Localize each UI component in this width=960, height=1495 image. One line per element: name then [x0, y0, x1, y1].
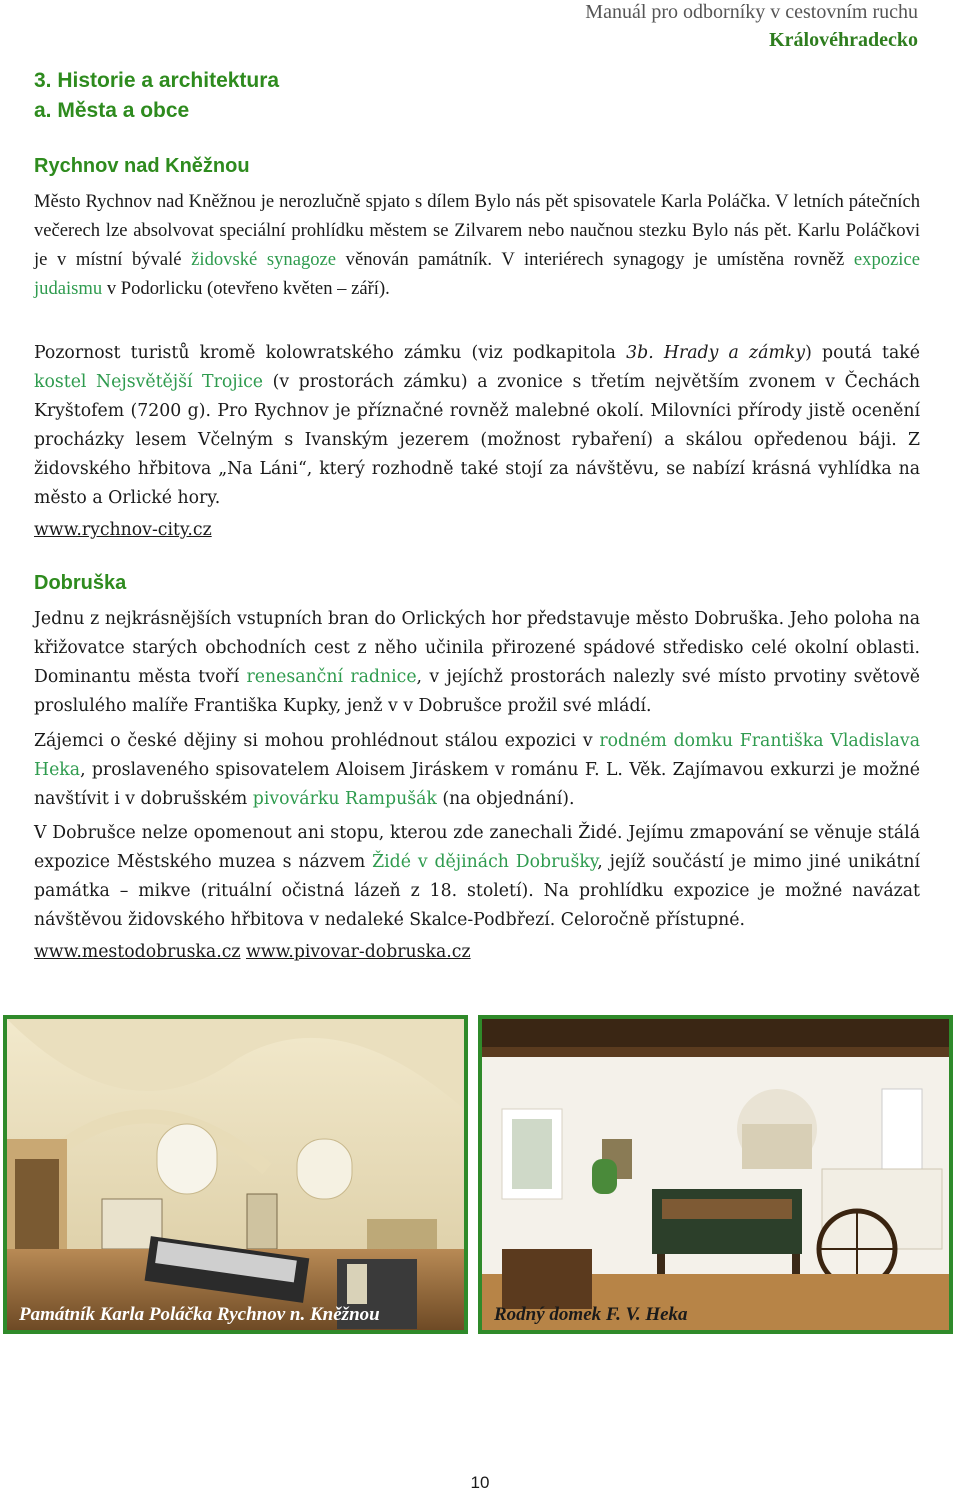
link-kostel[interactable]: kostel Nejsvětější Trojice [34, 372, 264, 392]
link-synagoga[interactable]: židovské synagoze [191, 249, 337, 270]
photo-rodny-domek-image [482, 1019, 949, 1330]
section-title: 3. Historie a architektura [34, 69, 280, 92]
rychnov-paragraph-2: Pozornost turistů kromě kolowratského zámku (viz podkapitola 3b. Hrady a zámky) poutá také kostel Nejsvětější Trojice (v prostorách zámku) a zvonice s třetím největším zvonem v Čechách Kryštofem (7200 g). Pro Rychnov je příznačné rovněž malebné okolí. Milovníci přírody jistě ocenění procházky lesem Včelným s Ivanským jezerem (možnost rybaření) a skálou opředenou báji. Z židovského hřbitova „Na Láni“, který rozhodně také stojí za návštěvu, se nabízí krásná vyhlídka na město a Orlické hory. [34, 343, 920, 508]
link-zide-expozice[interactable]: Židé v dějinách Dobrušky [372, 852, 598, 872]
dobruska-paragraph-1: Jednu z nejkrásnějších vstupních bran do Orlických hor představuje město Dobruška. Jeho poloha na křižovatce starých obchodních cest z něho učinila přirozené spádové středisko celé okolní oblasti. Dominantu města tvoří renesanční radnice, v jejíchž prostorách nalezly své místo prvotiny světově proslulého malíře Františka Kupky, jenž v v Dobrušce prožil své mládí. [34, 609, 920, 716]
link-expozice-judaismu[interactable]: expozice judaismu [34, 249, 920, 299]
page-number: 10 [470, 1473, 490, 1492]
header-region: Královéhradecko [769, 29, 918, 51]
dobruska-paragraph-2: Zájemci o české dějiny si mohou prohlédnout stálou expozici v rodném domku Františka Vladislava Heka, proslaveného spisovatelem Aloisem Jiráskem v románu F. L. Věk. Zajímavou exkurzi je možné navštívit i v dobrušském pivovárku Rampušák (na objednání). [34, 731, 920, 809]
link-rodny-domek[interactable]: rodném domku Františka Vladislava Heka [34, 731, 920, 780]
pivovar-website-link[interactable]: www.pivovar-dobruska.cz [246, 942, 471, 962]
dobruska-heading: Dobruška [34, 572, 127, 594]
dobruska-website-link[interactable]: www.mestodobruska.cz [34, 942, 241, 962]
dobruska-links [34, 942, 471, 962]
photo-pamatnik-image [7, 1019, 464, 1330]
link-radnice[interactable]: renesanční radnice [246, 667, 417, 687]
header-manual-title: Manuál pro odborníky v cestovním ruchu [585, 1, 918, 23]
rychnov-website-link[interactable]: www.rychnov-city.cz [34, 520, 212, 540]
rychnov-paragraph-1: Město Rychnov nad Kněžnou je nerozlučně spjato s dílem Bylo nás pět spisovatele Karla Poláčka. V letních pátečních večerech lze absolvovat speciální prohlídku městem se Zilvarem nebo naučnou stezku Bylo nás pět. Karlu Poláčkovi je v místní bývalé židovské synagoze věnován památník. V interiérech synagogy je umístěna rovněž expozice judaismu v Podorlicku (otevřeno květen – září). [34, 191, 920, 299]
page-header [585, 0, 918, 56]
photo-pamatnik-caption: Památník Karla Poláčka Rychnov n. Kněžnou [19, 1304, 380, 1325]
rychnov-heading: Rychnov nad Kněžnou [34, 155, 250, 177]
photo-pamatnik [3, 1015, 468, 1334]
dobruska-paragraph-3: V Dobrušce nelze opomenout ani stopu, kterou zde zanechali Židé. Jejímu zmapování se věnuje stálá expozice Městského muzea s názvem Židé v dějinách Dobrušky, jejíž součástí je mimo jiné unikátní památka – mikve (rituální očistná lázeň z 18. století). Na prohlídku expozice je možné navázat návštěvou židovského hřbitova v nedaleké Skalce-Podbřezí. Celoročně přístupné. [34, 823, 920, 930]
link-pivovarek[interactable]: pivovárku Rampušák [252, 789, 437, 809]
photo-rodny-domek-caption: Rodný domek F. V. Heka [494, 1304, 688, 1325]
subsection-title: a. Města a obce [34, 99, 190, 122]
photo-rodny-domek [478, 1015, 953, 1334]
